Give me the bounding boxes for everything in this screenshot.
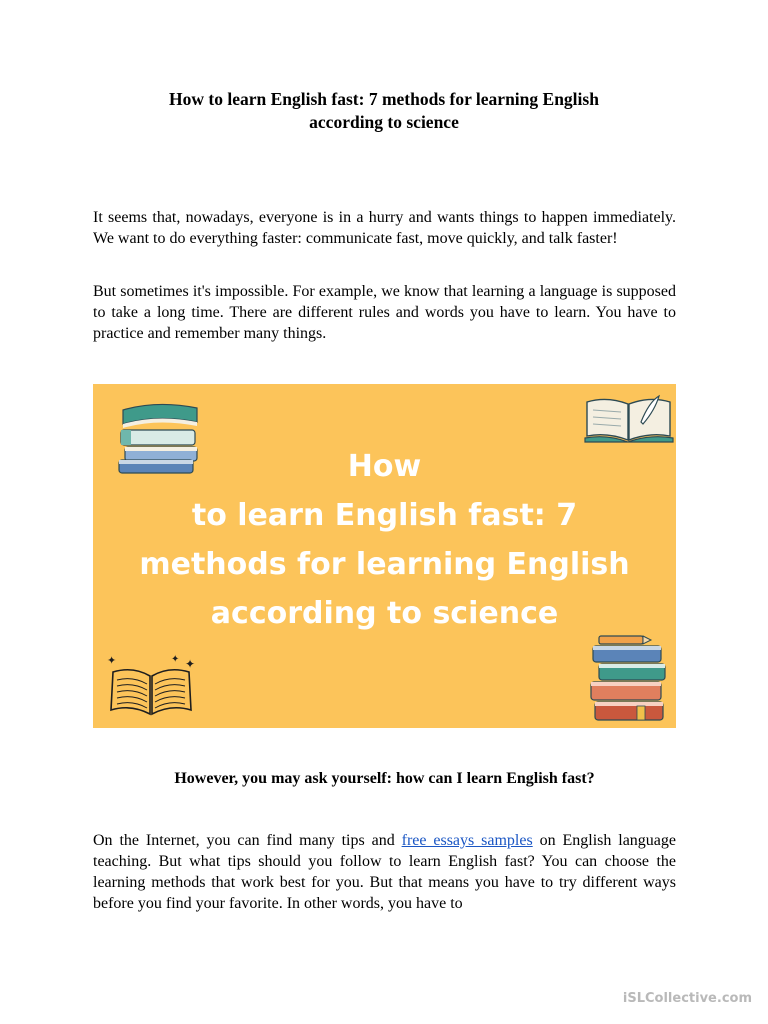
banner-line-1: How (347, 449, 422, 484)
banner-line-4: according to science (210, 596, 559, 631)
svg-text:✦: ✦ (185, 657, 196, 671)
section-subheading: However, you may ask yourself: how can I learn English fast? (174, 770, 595, 787)
free-essays-samples-link[interactable]: free essays samples (401, 832, 533, 849)
intro-paragraph-2: But sometimes it's impossible. For example, we know that learning a language is supposed to take a long time. There are different rules and words you have to learn. You have to practice and remember many things. (93, 283, 676, 342)
banner-heading (93, 442, 676, 638)
banner-line-3: methods for learning English (139, 547, 630, 582)
title-line-2: according to science (309, 112, 459, 132)
watermark-logo: iSLCollective.com (622, 991, 752, 1006)
open-book-icon (583, 392, 675, 444)
svg-text:✦: ✦ (107, 654, 117, 667)
title-line-1: How to learn English fast: 7 methods for learning English (169, 89, 599, 109)
svg-text:✦: ✦ (171, 654, 180, 665)
title-banner-image (93, 384, 676, 728)
banner-line-2: to learn English fast: 7 (191, 498, 578, 533)
sparkling-open-book-icon (105, 652, 197, 718)
document-title (93, 88, 675, 134)
intro-paragraph-1: It seems that, nowadays, everyone is in a hurry and wants things to happen immediately. We want to do everything faster: communicate fast, move quickly, and talk faster! (93, 209, 676, 247)
books-with-pencil-icon (585, 632, 671, 724)
paragraph-text-start: On the Internet, you can find many tips and (93, 832, 402, 849)
body-paragraph (93, 830, 676, 914)
paragraph-text-end: on English language teaching. But what tips should you follow to learn English fast? You can choose the learning methods that work best for you. But that means you have to try different ways before you find your favorite. In other words, you have to (93, 832, 676, 912)
